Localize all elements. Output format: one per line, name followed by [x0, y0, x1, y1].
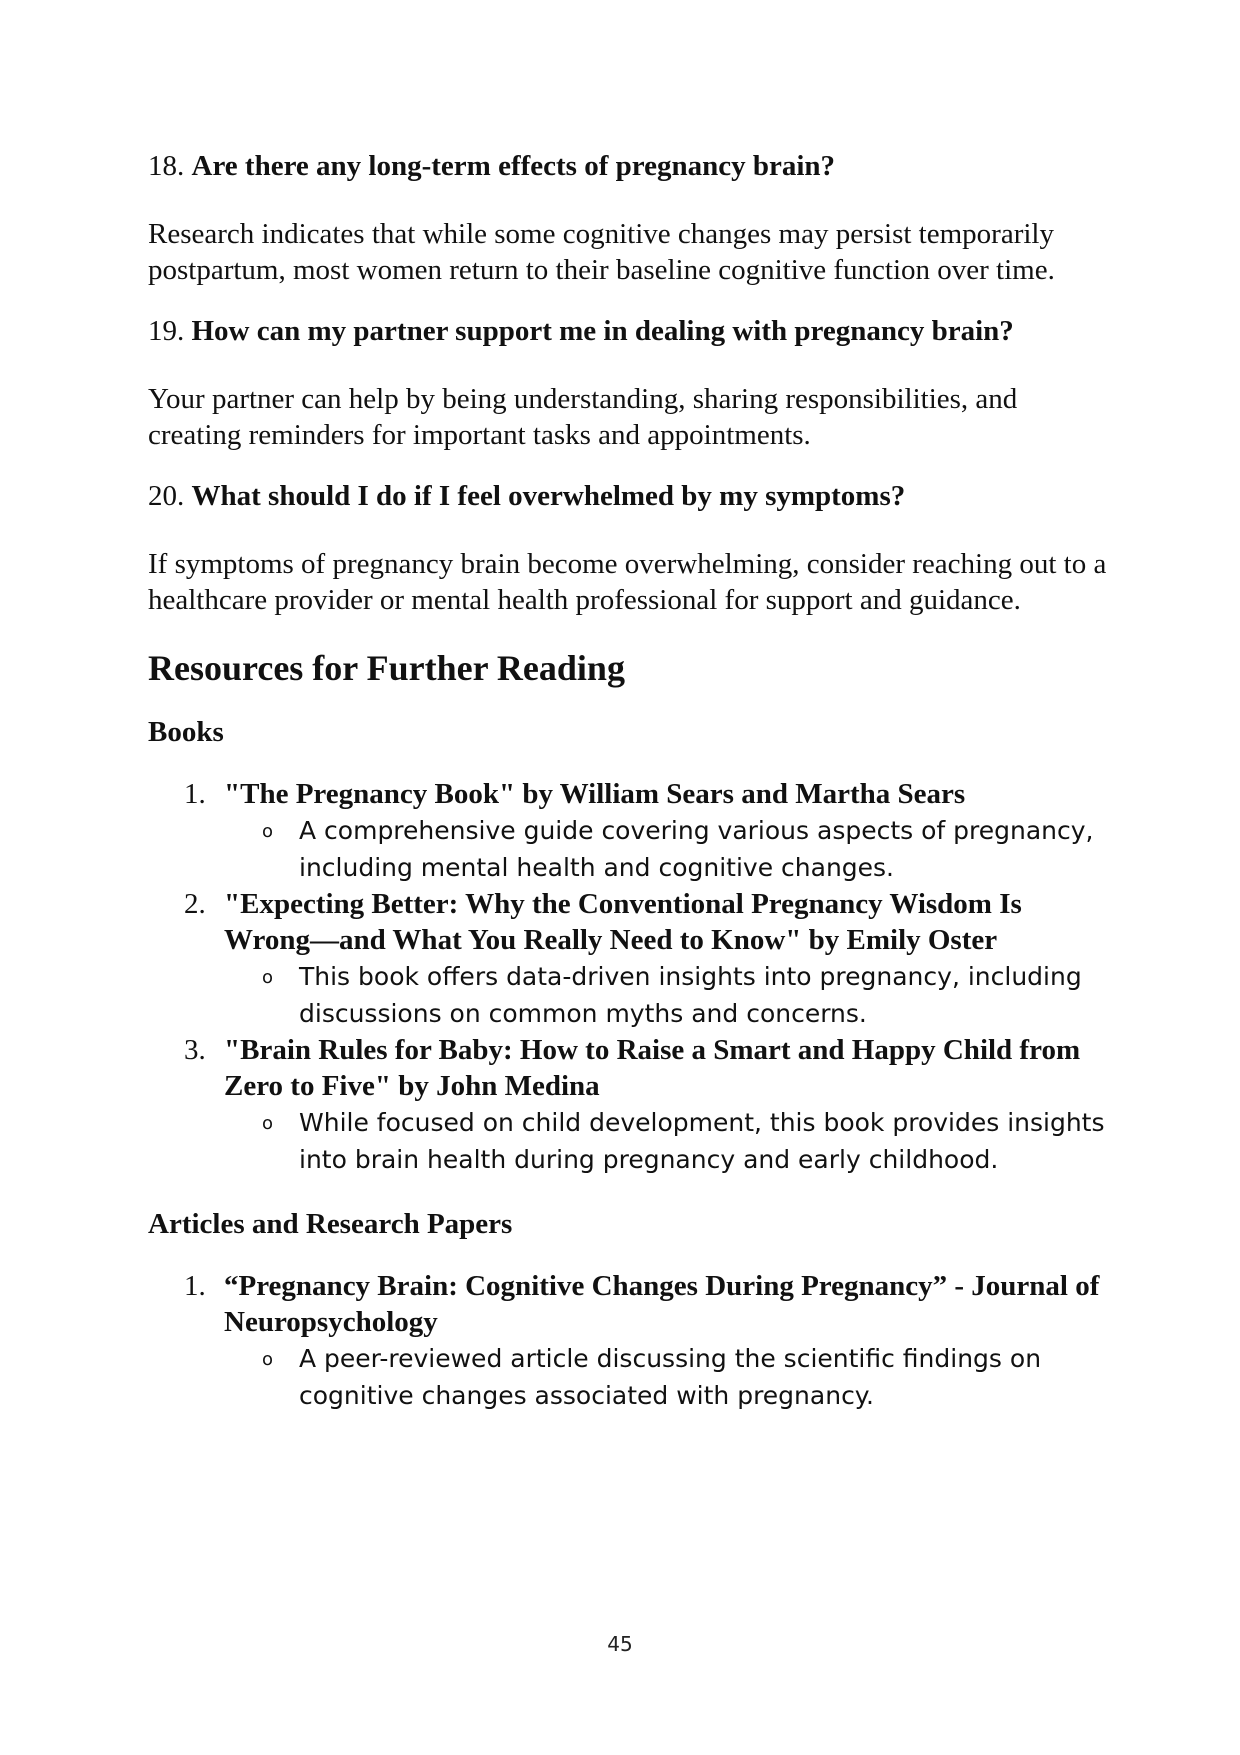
faq-number: 20. — [148, 480, 185, 512]
book-title: "Expecting Better: Why the Conventional Pregnancy Wisdom Is Wrong—and What You Really Need to Know" by Emily Oster — [224, 888, 1022, 956]
faq-question-text: Are there any long-term effects of pregnancy brain? — [191, 150, 836, 182]
circle-bullet-icon: o — [262, 1349, 274, 1370]
articles-list — [148, 1268, 1108, 1414]
article-description-text: A peer-reviewed article discussing the scientific findings on cognitive changes associated with pregnancy. — [299, 1344, 1042, 1410]
list-item — [148, 886, 1108, 1032]
books-list — [148, 776, 1108, 1178]
faq-question — [148, 313, 1108, 349]
faq-item — [148, 148, 1108, 288]
article-title: “Pregnancy Brain: Cognitive Changes During Pregnancy” - Journal of Neuropsychology — [224, 1270, 1100, 1338]
article-description — [224, 1340, 1108, 1414]
faq-question-text: How can my partner support me in dealing with pregnancy brain? — [191, 315, 1014, 347]
document-page — [148, 148, 1108, 1414]
book-description — [224, 812, 1108, 886]
faq-number: 19. — [148, 315, 185, 347]
circle-bullet-icon: o — [262, 821, 274, 842]
book-description-text: While focused on child development, this book provides insights into brain health during pregnancy and early childhood. — [299, 1108, 1105, 1174]
list-number: 3. — [184, 1034, 206, 1066]
book-description — [224, 1104, 1108, 1178]
faq-question — [148, 148, 1108, 184]
faq-question-text: What should I do if I feel overwhelmed by my symptoms? — [191, 480, 906, 512]
faq-answer: Your partner can help by being understanding, sharing responsibilities, and creating reminders for important tasks and appointments. — [148, 383, 1018, 451]
book-description-text: This book offers data-driven insights into pregnancy, including discussions on common myths and concerns. — [299, 962, 1082, 1028]
faq-number: 18. — [148, 150, 185, 182]
faq-question — [148, 478, 1108, 514]
book-title: "The Pregnancy Book" by William Sears and Martha Sears — [224, 778, 966, 810]
list-number: 1. — [184, 1270, 206, 1302]
list-number: 1. — [184, 778, 206, 810]
list-number: 2. — [184, 888, 206, 920]
faq-answer: Research indicates that while some cognitive changes may persist temporarily postpartum, most women return to their baseline cognitive function over time. — [148, 218, 1055, 286]
page-number: 45 — [607, 1632, 633, 1656]
faq-item — [148, 478, 1108, 618]
circle-bullet-icon: o — [262, 967, 274, 988]
faq-answer: If symptoms of pregnancy brain become overwhelming, consider reaching out to a healthcare provider or mental health professional for support and guidance. — [148, 548, 1107, 616]
book-title: "Brain Rules for Baby: How to Raise a Smart and Happy Child from Zero to Five" by John Medina — [224, 1034, 1081, 1102]
list-item — [148, 1268, 1108, 1414]
book-description-text: A comprehensive guide covering various aspects of pregnancy, including mental health and cognitive changes. — [299, 816, 1094, 882]
resources-title: Resources for Further Reading — [148, 648, 625, 688]
book-description — [224, 958, 1108, 1032]
list-item — [148, 776, 1108, 886]
faq-item — [148, 313, 1108, 453]
books-heading: Books — [148, 716, 224, 748]
articles-heading: Articles and Research Papers — [148, 1208, 513, 1240]
list-item — [148, 1032, 1108, 1178]
circle-bullet-icon: o — [262, 1113, 274, 1134]
